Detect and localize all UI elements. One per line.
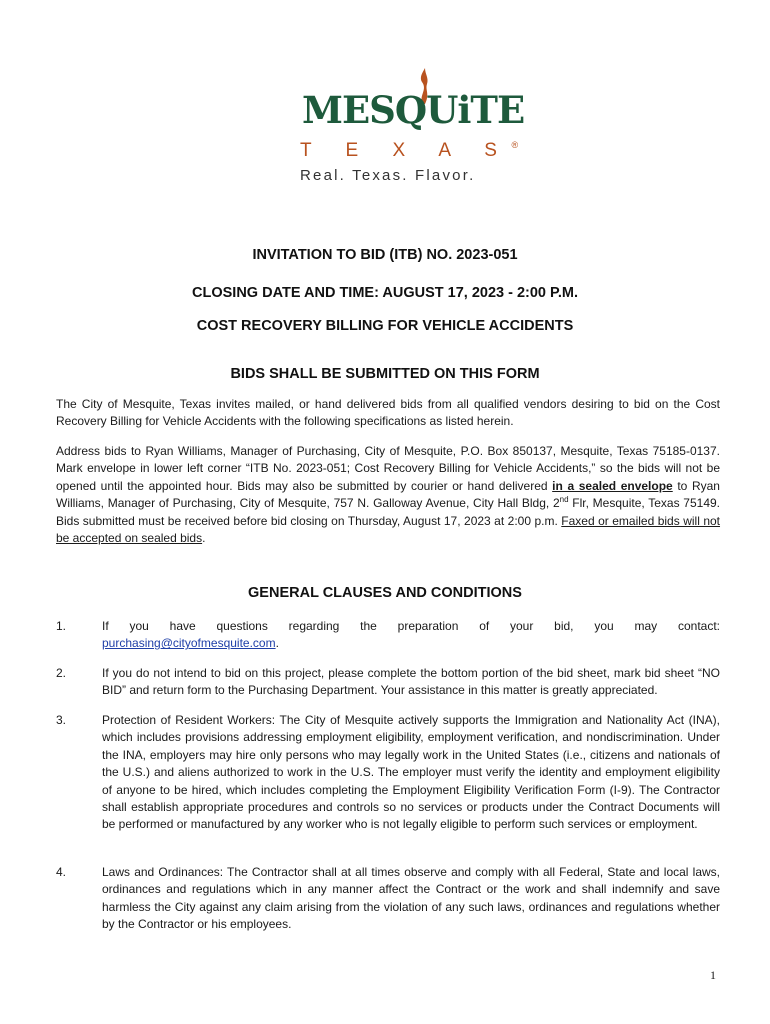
address-text-3: Flr, Mesquite, Texas 75149. Bids submitted must be received before bid closing on Thursday, August 17, 2023 at 2:00 p.m. [56, 496, 721, 528]
clause-2: If you do not intend to bid on this project, please complete the bottom portion of the bid sheet, mark bid sheet “NO BID” and return form to the Purchasing Department. Your assistance in this matter is greatly appreciated. [102, 666, 720, 698]
sealed-envelope-text: in a sealed envelope [552, 478, 673, 493]
purchasing-email-link[interactable]: purchasing@cityofmesquite.com [102, 636, 276, 651]
clause-number: 2. [56, 666, 67, 680]
ordinal-sup: nd [559, 495, 569, 505]
clause-1-text: If you have questions regarding the preparation of your bid, you may contact: [102, 619, 720, 633]
itb-heading: INVITATION TO BID (ITB) NO. 2023-051 [252, 247, 518, 263]
address-text-2: to Ryan Williams, Manager of Purchasing, City of Mesquite, 757 N. Galloway Avenue, City Hall Bldg, 2 [56, 478, 720, 511]
address-end: . [202, 531, 206, 546]
clause-number: 3. [56, 713, 67, 727]
clause-3: Protection of Resident Workers: The City of Mesquite actively supports the Immigration and Nationality Act (INA), which includes provisions addressing employment eligibility, employment verification, and nondiscrimination. Under the INA, employers may hire only persons who may legally work in the United States (i.e., citizens and nationals of the U.S.) and aliens authorized to work in the U.S. The employer must verify the identity and employment eligibility of anyone to be hired, which includes completing the Employment Eligibility Verification Form (I-9). The Contractor shall establish appropriate procedures and controls so no services or products under the Contract Documents will be performed or manufactured by any worker who is not legally eligible to perform such services or employment. [102, 713, 720, 832]
clause-number: 4. [56, 865, 67, 879]
closing-heading: CLOSING DATE AND TIME: AUGUST 17, 2023 - 2:00 P.M. [192, 285, 578, 301]
clause-1-end: . [275, 636, 279, 651]
logo-subtitle-text: T E X A S [300, 140, 512, 161]
address-text-1: Address bids to Ryan Williams, Manager of Purchasing, City of Mesquite, P.O. Box 850137, Mesquite, Texas 75185-0137. Mark envelope in lower left corner “ITB No. 2023-051; Cost Recovery Billing for Vehicle Accidents,” so the bids will not be opened until the appointed hour. Bids may also be submitted by courier or hand delivered [56, 444, 720, 493]
clause-4: Laws and Ordinances: The Contractor shall at all times observe and comply with all Federal, State and local laws, ordinances and regulations which in any manner affect the Contract or the work and shall indemnify and save harmless the City against any claim arising from the violation of any such laws, ordinances and regulations whether by the Contractor or his employees. [102, 865, 720, 932]
logo-subtitle [300, 141, 518, 160]
clause-number: 1. [56, 619, 67, 633]
logo-tagline: Real. Texas. Flavor. [300, 167, 476, 184]
mesquite-logo [296, 66, 525, 190]
registered-mark: ® [511, 140, 519, 150]
page-number: 1 [710, 968, 716, 982]
logo-wordmark: MESQUiTE [302, 88, 525, 132]
clause-1-contact [102, 635, 720, 652]
general-clauses-heading: GENERAL CLAUSES AND CONDITIONS [248, 585, 522, 601]
intro-paragraph: The City of Mesquite, Texas invites mailed, or hand delivered bids from all qualified vendors desiring to bid on the Cost Recovery Billing for Vehicle Accidents with the following specifications as listed herein. [56, 397, 720, 429]
address-paragraph [56, 443, 720, 547]
submit-heading: BIDS SHALL BE SUBMITTED ON THIS FORM [230, 366, 540, 382]
clause-1 [102, 618, 720, 653]
faxed-note: Faxed or emailed bids will not be accepted on sealed bids [56, 513, 721, 546]
project-heading: COST RECOVERY BILLING FOR VEHICLE ACCIDENTS [196, 318, 574, 334]
